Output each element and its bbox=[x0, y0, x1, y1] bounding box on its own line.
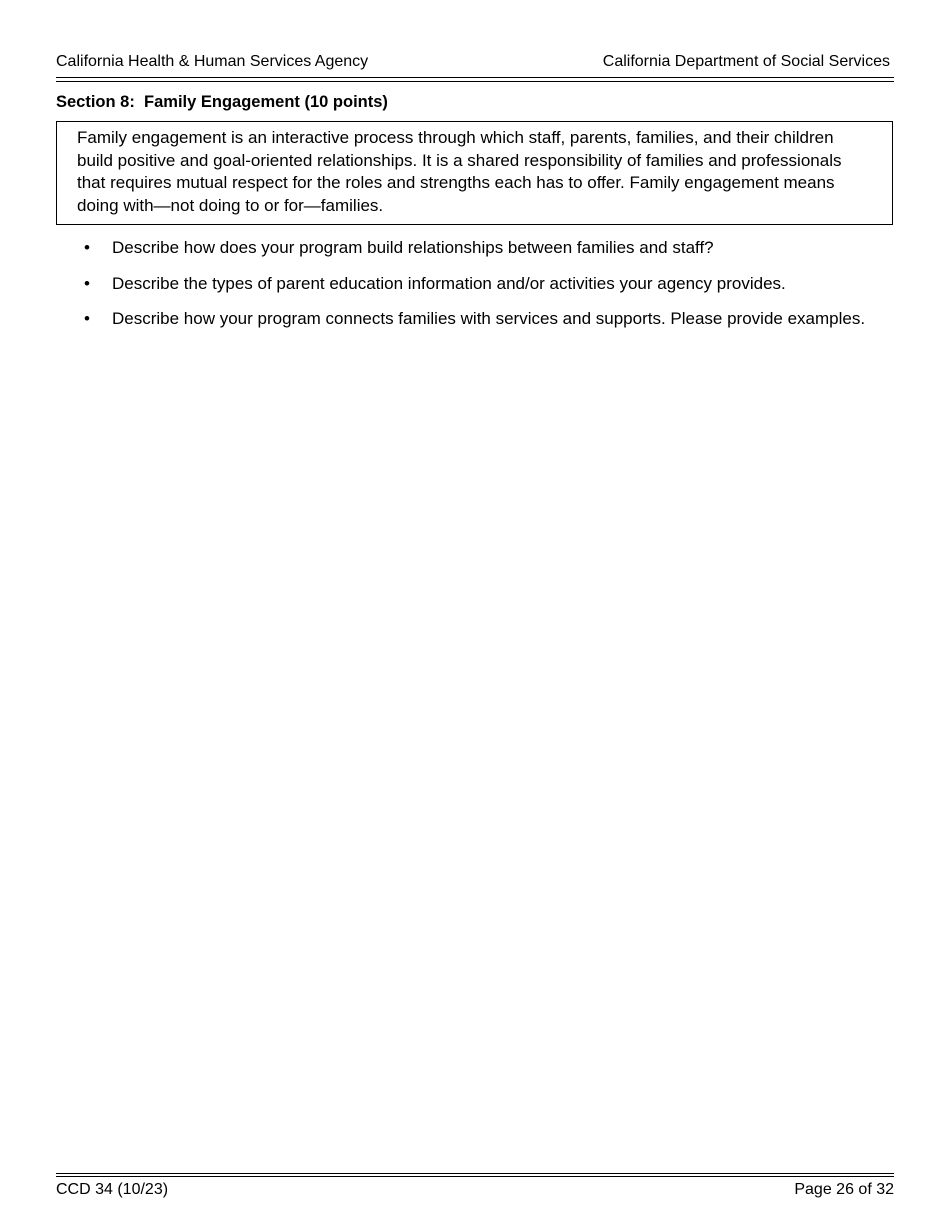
header-rule-top bbox=[56, 77, 894, 78]
question-text: Describe the types of parent education information and/or activities your agency provides. bbox=[112, 273, 786, 293]
bullet-icon: • bbox=[84, 273, 90, 293]
intro-text: Family engagement is an interactive process through which staff, parents, families, and their children build positive and goal-oriented relationships. It is a shared responsibility of families and professionals that requires mutual respect for the roles and strengths each has to offer. Family engagement means doing with—not doing to or for—families. bbox=[77, 128, 842, 215]
question-list bbox=[56, 237, 890, 344]
intro-box bbox=[56, 121, 893, 225]
list-item bbox=[56, 273, 890, 296]
page-number: Page 26 of 32 bbox=[794, 1181, 894, 1198]
header-department: California Department of Social Services bbox=[602, 53, 890, 70]
question-text: Describe how does your program build relationships between families and staff? bbox=[112, 238, 714, 257]
footer-rule-top bbox=[56, 1173, 894, 1174]
bullet-icon: • bbox=[84, 238, 90, 257]
section-title: Section 8: Family Engagement (10 points) bbox=[56, 93, 388, 111]
header-agency: California Health & Human Services Agency bbox=[56, 53, 369, 70]
header-rule-bottom bbox=[56, 81, 894, 82]
list-item bbox=[56, 237, 890, 260]
question-text: Describe how your program connects families with services and supports. Please provide examples. bbox=[112, 309, 866, 329]
bullet-icon: • bbox=[84, 309, 90, 329]
list-item bbox=[56, 308, 890, 331]
footer-rule-bottom bbox=[56, 1176, 894, 1177]
form-id: CCD 34 (10/23) bbox=[56, 1181, 169, 1198]
